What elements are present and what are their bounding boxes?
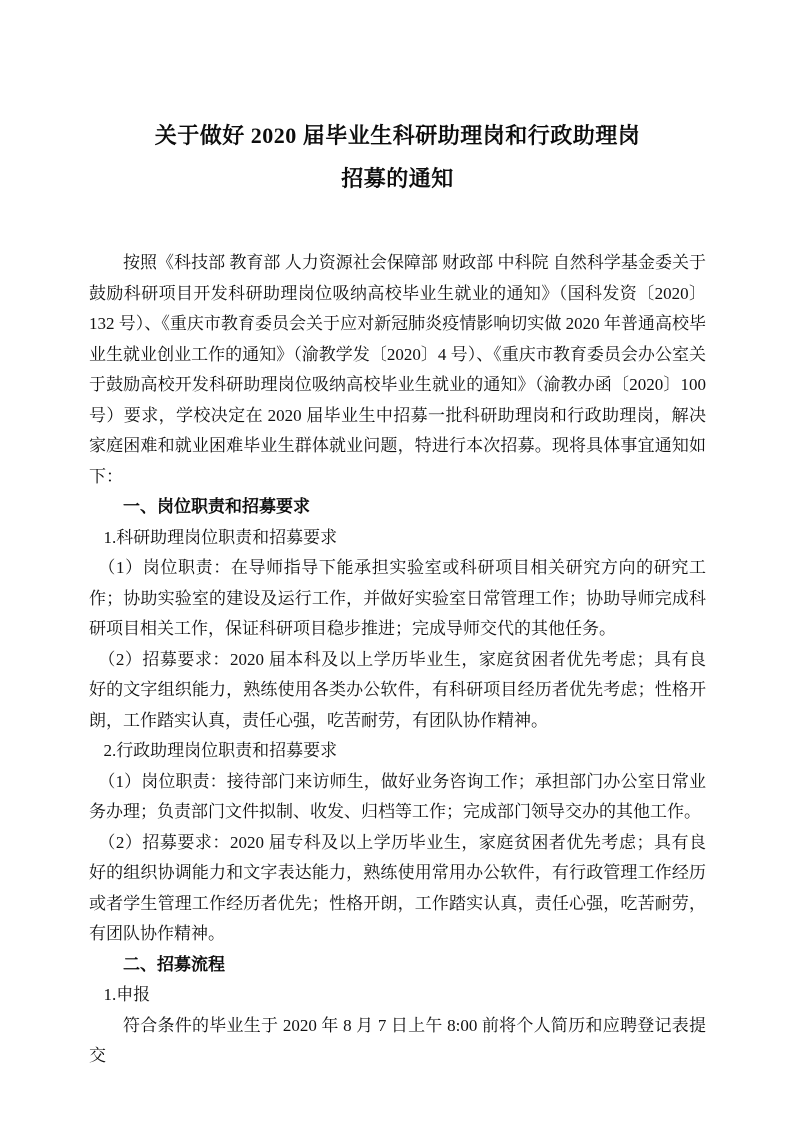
research-assistant-requirements: （2）招募要求：2020 届本科及以上学历毕业生，家庭贫困者优先考虑；具有良好的文字组织能力，熟练使用各类办公软件，有科研项目经历者优先考虑；性格开朗，工作踏实认真，责任心强，吃苦耐劳，有团队协作精神。 — [89, 649, 706, 730]
section-heading-2: 二、招募流程 — [123, 954, 225, 974]
document-title-line-2: 招募的通知 — [341, 166, 454, 191]
subsection-admin-assistant: 2.行政助理岗位职责和招募要求 — [103, 741, 338, 760]
section-heading-1: 一、岗位职责和招募要求 — [123, 497, 310, 516]
paragraph-intro: 按照《科技部 教育部 人力资源社会保障部 财政部 中科院 自然科学基金委关于鼓励科研项目开发科研助理岗位吸纳高校毕业生就业的通知》（国科发资〔2020〕132 号）、《重庆市教育委员会关于应对新冠肺炎疫情影响切实做 2020 年普通高校毕业生就业创业工作的通知》（渝教学发〔2020〕4 号）、《重庆市教育委员会办公室关于鼓励高校开发科研助理岗位吸纳高校毕业生就业的通知》（渝教办函〔2020〕100 号）要求，学校决定在 2020 届毕业生中招募一批科研助理岗和行政助理岗，解决家庭困难和就业困难毕业生群体就业问题，特进行本次招募。现将具体事宜通知如下： — [89, 253, 706, 486]
admin-assistant-duties: （1）岗位职责：接待部门来访师生，做好业务咨询工作；承担部门办公室日常业务办理；负责部门文件拟制、收发、归档等工作；完成部门领导交办的其他工作。 — [89, 771, 706, 821]
research-assistant-duties: （1）岗位职责：在导师指导下能承担实验室或科研项目相关研究方向的研究工作；协助实验室的建设及运行工作，并做好实验室日常管理工作；协助导师完成科研项目相关工作，保证科研项目稳步推进；完成导师交代的其他任务。 — [89, 558, 706, 638]
subsection-research-assistant: 1.科研助理岗位职责和招募要求 — [103, 527, 338, 547]
document-body — [89, 248, 706, 1072]
document-title-line-1: 关于做好 2020 届毕业生科研助理岗和行政助理岗 — [154, 123, 641, 148]
admin-assistant-requirements: （2）招募要求：2020 届专科及以上学历毕业生，家庭贫困者优先考虑；具有良好的组织协调能力和文字表达能力，熟练使用常用办公软件，有行政管理工作经历或者学生管理工作经历者优先；性格开朗，工作踏实认真，责任心强，吃苦耐劳，有团队协作精神。 — [89, 832, 706, 943]
subsection-application: 1.申报 — [103, 985, 151, 1004]
paragraph-application-deadline: 符合条件的毕业生于 2020 年 8 月 7 日上午 8:00 前将个人简历和应聘登记表提交 — [89, 1015, 706, 1065]
document-title — [89, 114, 706, 200]
